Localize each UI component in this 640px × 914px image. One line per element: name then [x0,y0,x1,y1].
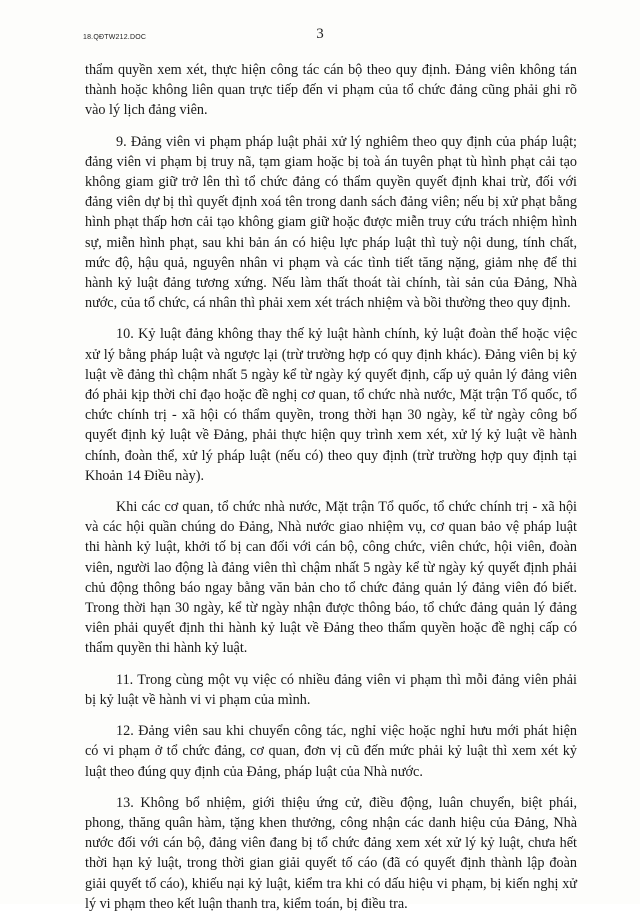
paragraph-item-11: 11. Trong cùng một vụ việc có nhiều đảng viên vi phạm thì mỗi đảng viên phải bị kỷ luật về hành vi vi phạm của mình. [85,671,577,708]
paragraph-continuation: thẩm quyền xem xét, thực hiện công tác cán bộ theo quy định. Đảng viên không tán thành hoặc không liên quan trực tiếp đến vi phạm của tổ chức đảng cũng phải ghi rõ vào lý lịch đảng viên. [85,62,577,119]
paragraph-item-12: 12. Đảng viên sau khi chuyển công tác, nghỉ việc hoặc nghỉ hưu mới phát hiện có vi phạm ở tổ chức đảng, cơ quan, đơn vị cũ đến mức phải kỷ luật thì xem xét kỷ luật theo đúng quy định của Đảng, pháp luật của Nhà nước. [85,723,577,780]
paragraph-item-13: 13. Không bổ nhiệm, giới thiệu ứng cử, điều động, luân chuyển, biệt phái, phong, thăng quân hàm, tặng khen thưởng, công nhận các danh hiệu của Đảng, Nhà nước đối với cán bộ, đảng viên đang bị tổ chức đảng xem xét xử lý kỷ luật, chưa hết thời hạn kỷ luật, trong thời gian giải quyết tố cáo (đã có quyết định thành lập đoàn giải quyết tố cáo), khiếu nại kỷ luật, kiểm tra khi có dấu hiệu vi phạm, bị kiến nghị xử lý vi phạm theo kết luận thanh tra, kiểm toán, bị điều tra. [85,794,577,912]
page-number: 3 [316,26,324,42]
paragraph-item-10: 10. Kỷ luật đảng không thay thế kỷ luật hành chính, kỷ luật đoàn thể hoặc việc xử lý bằng pháp luật và ngược lại (trừ trường hợp có quy định khác). Đảng viên bị kỷ luật về đảng thì chậm nhất 5 ngày kể từ ngày ký quyết định, cấp uỷ quản lý đảng viên đó phải kịp thời chỉ đạo hoặc đề nghị cơ quan, tổ chức nhà nước, Mặt trận Tổ quốc, tổ chức chính trị - xã hội có thẩm quyền, trong thời hạn 30 ngày, kể từ ngày công bố quyết định kỷ luật về Đảng, phải thực hiện quy trình xem xét, xử lý kỷ luật về hành chính, đoàn thể, xử lý pháp luật (nếu có) theo quy định (trừ trường hợp quy định tại Khoản 14 Điều này). [85,326,577,484]
paragraph-item-9: 9. Đảng viên vi phạm pháp luật phải xử lý nghiêm theo quy định của pháp luật; đảng viên vi phạm bị truy nã, tạm giam hoặc bị toà án tuyên phạt tù hình phạt cải tạo không giam giữ trở lên thì tổ chức đảng có thẩm quyền quyết định khai trừ, đối với đảng viên dự bị thì quyết định xoá tên trong danh sách đảng viên; nếu bị xử phạt bằng hình phạt thấp hơn cải tạo không giam giữ hoặc được miễn truy cứu trách nhiệm hình sự, miễn hình phạt, sau khi bản án có hiệu lực pháp luật thì tuỳ nội dung, tính chất, mức độ, hậu quả, nguyên nhân vi phạm và các tình tiết tăng nặng, giảm nhẹ để thi hành kỷ luật đảng tương xứng. Nếu làm thất thoát tài chính, tài sản của Đảng, Nhà nước, của tổ chức, cá nhân thì phải xem xét trách nhiệm và bồi thường theo quy định. [85,133,577,312]
document-file-id: 18.QĐTW212.DOC [83,34,147,41]
paragraph-item-10-detail: Khi các cơ quan, tổ chức nhà nước, Mặt trận Tổ quốc, tổ chức chính trị - xã hội và các hội quần chúng do Đảng, Nhà nước giao nhiệm vụ, cơ quan bảo vệ pháp luật thi hành kỷ luật, khởi tố bị can đối với cán bộ, công chức, viên chức, hội viên, đoàn viên, người lao động là đảng viên thì chậm nhất 5 ngày kể từ ngày ký quyết định phải chủ động thông báo ngay bằng văn bản cho tổ chức đảng quản lý đảng viên đó biết. Trong thời hạn 30 ngày, kể từ ngày nhận được thông báo, tổ chức đảng quản lý đảng viên phải quyết định thi hành kỷ luật về Đảng theo thẩm quyền hoặc đề nghị cấp có thẩm quyền thi hành kỷ luật. [85,499,577,657]
document-body [85,60,577,914]
